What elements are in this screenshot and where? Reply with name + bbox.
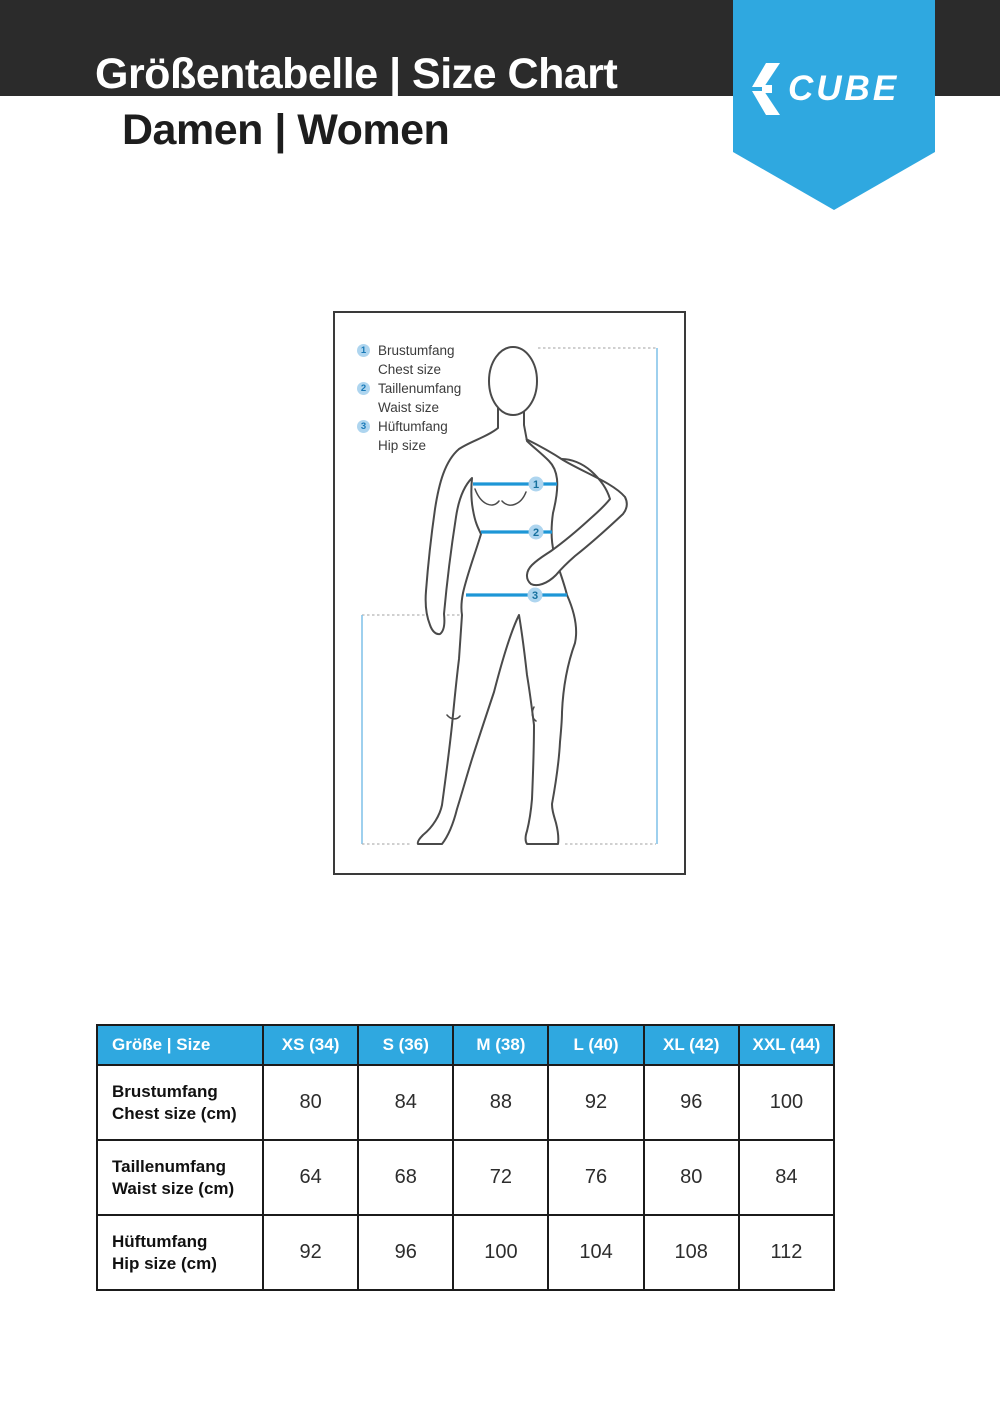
table-row-waist	[97, 1140, 834, 1215]
legend-sublabel: Hip size	[378, 438, 427, 453]
row-label-en: Chest size (cm)	[112, 1103, 237, 1123]
table-cell: 84	[739, 1140, 834, 1215]
cube-logo-mark-icon	[752, 63, 782, 115]
table-cell: 96	[644, 1065, 739, 1140]
table-header-m: M (38)	[453, 1025, 548, 1065]
table-header-l: L (40)	[548, 1025, 643, 1065]
table-header-s: S (36)	[358, 1025, 453, 1065]
figure-body-outline	[418, 408, 576, 844]
size-table	[96, 1024, 835, 1291]
row-label-hip	[97, 1215, 263, 1290]
table-cell: 112	[739, 1215, 834, 1290]
table-cell: 88	[453, 1065, 548, 1140]
row-label-en: Waist size (cm)	[112, 1178, 235, 1198]
table-cell: 84	[358, 1065, 453, 1140]
row-label-de: Brustumfang	[112, 1081, 218, 1101]
row-label-de: Hüftumfang	[112, 1231, 208, 1251]
circled-1-icon: 1	[357, 344, 370, 357]
row-label-de: Taillenumfang	[112, 1156, 226, 1176]
table-cell: 80	[644, 1140, 739, 1215]
table-header-xs: XS (34)	[263, 1025, 358, 1065]
waist-measure-marker	[529, 525, 544, 540]
legend-sublabel: Waist size	[378, 400, 440, 415]
legend-sublabel: Chest size	[378, 362, 442, 377]
table-cell: 108	[644, 1215, 739, 1290]
figure-head	[489, 347, 537, 415]
brand-logo	[752, 64, 922, 114]
table-header-size: Größe | Size	[97, 1025, 263, 1065]
table-row-hip	[97, 1215, 834, 1290]
table-cell: 104	[548, 1215, 643, 1290]
table-header-xl: XL (42)	[644, 1025, 739, 1065]
chest-measure-marker	[529, 477, 544, 492]
row-label-en: Hip size (cm)	[112, 1253, 217, 1273]
page-title: Größentabelle | Size Chart	[95, 50, 618, 98]
legend-item-waist	[357, 379, 461, 417]
table-cell: 76	[548, 1140, 643, 1215]
table-cell: 100	[453, 1215, 548, 1290]
table-cell: 80	[263, 1065, 358, 1140]
row-label-waist	[97, 1140, 263, 1215]
svg-text:2: 2	[532, 527, 540, 539]
table-cell: 92	[263, 1215, 358, 1290]
circled-2-icon: 2	[357, 382, 370, 395]
page-subtitle: Damen | Women	[122, 106, 450, 154]
measurement-diagram-panel	[333, 311, 686, 875]
legend-label: Brustumfang	[378, 343, 455, 358]
table-header-xxl: XXL (44)	[739, 1025, 834, 1065]
table-cell: 100	[739, 1065, 834, 1140]
legend-label: Taillenumfang	[378, 381, 462, 396]
table-cell: 68	[358, 1140, 453, 1215]
table-cell: 92	[548, 1065, 643, 1140]
svg-text:1: 1	[532, 479, 540, 491]
legend-item-hip	[357, 417, 461, 455]
circled-3-icon: 3	[357, 420, 370, 433]
svg-text:3: 3	[531, 590, 539, 602]
table-cell: 72	[453, 1140, 548, 1215]
table-cell: 96	[358, 1215, 453, 1290]
row-label-chest	[97, 1065, 263, 1140]
table-header-row	[97, 1025, 834, 1065]
measurement-legend	[357, 341, 461, 455]
cube-logo-text: CUBE	[788, 69, 900, 108]
legend-label: Hüftumfang	[378, 419, 448, 434]
legend-item-chest	[357, 341, 461, 379]
hip-measure-marker	[528, 588, 543, 603]
table-row-chest	[97, 1065, 834, 1140]
table-cell: 64	[263, 1140, 358, 1215]
